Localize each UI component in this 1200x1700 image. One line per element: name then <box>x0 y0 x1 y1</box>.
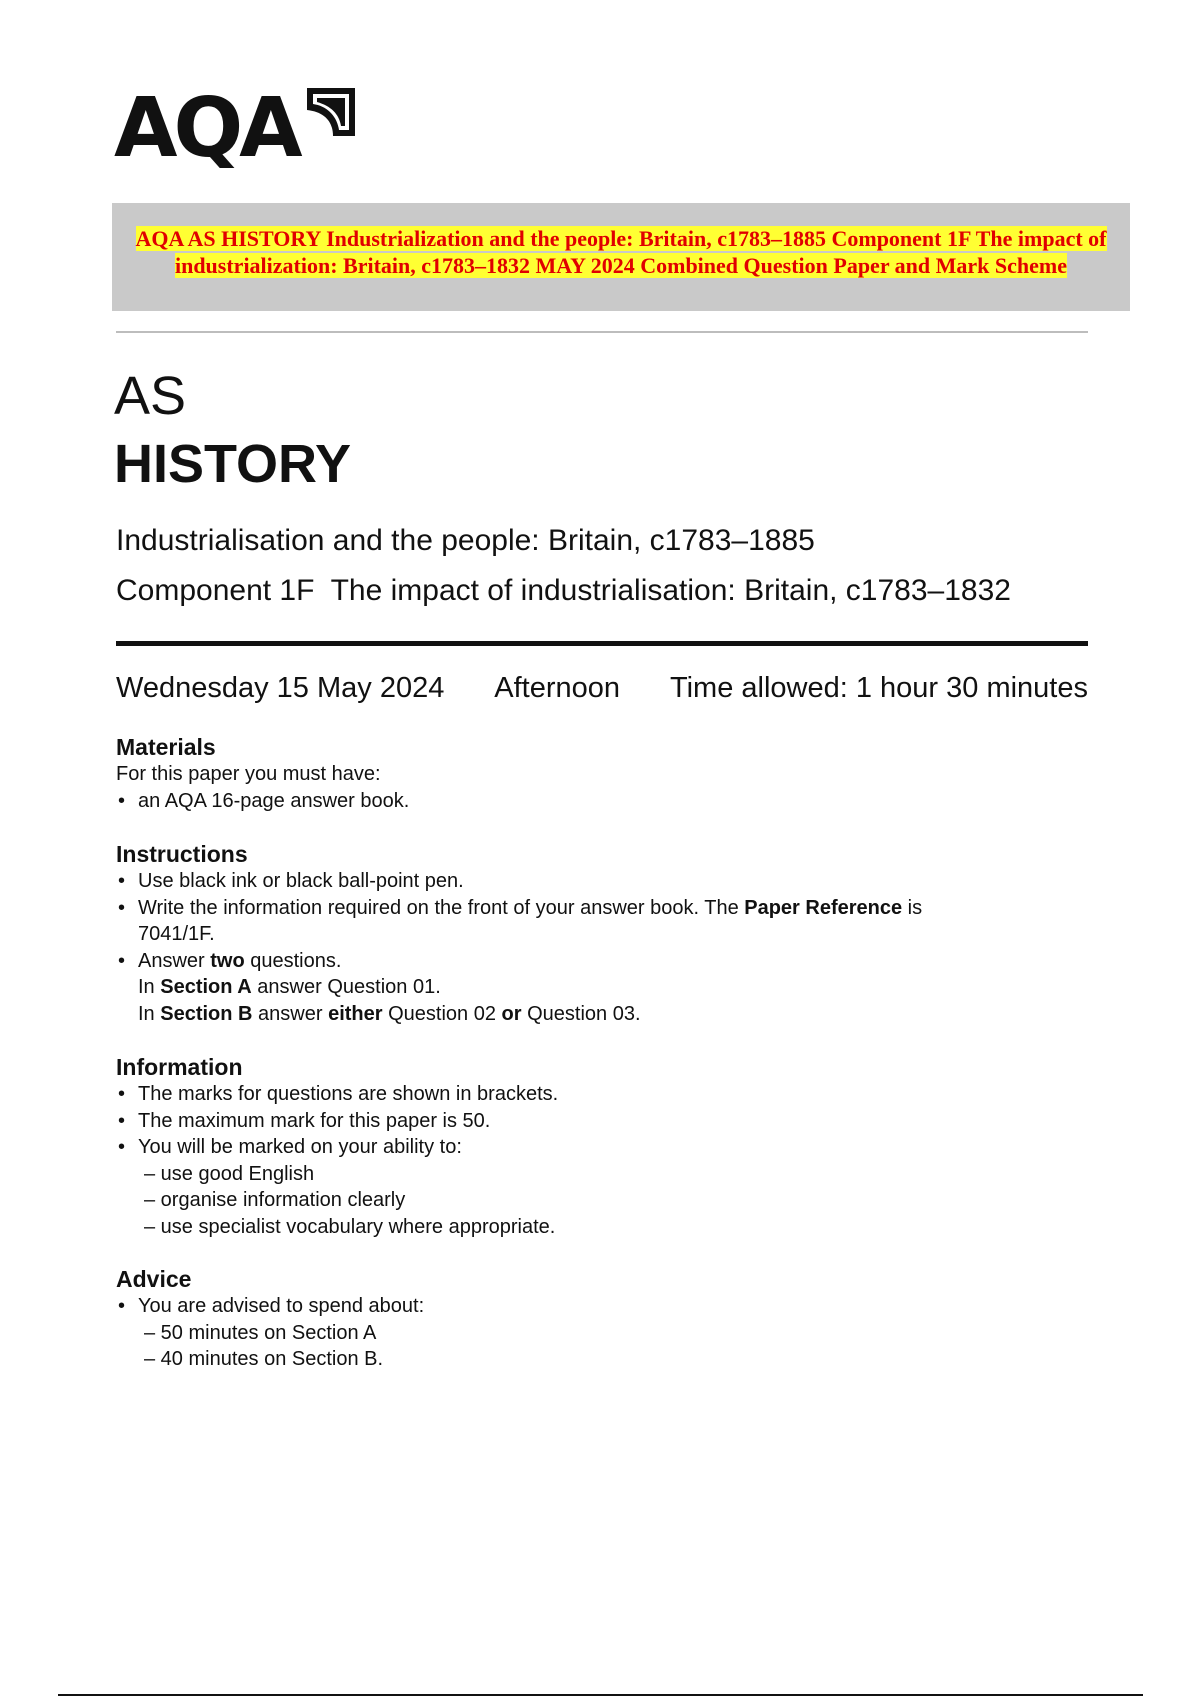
banner-text: AQA AS HISTORY Industrialization and the people: Britain, c1783–1885 Component 1F The impact of industrialization: Britain, c1783–1832 MAY 2024 Combined Question Paper and Mark Scheme <box>135 226 1107 278</box>
exam-details <box>116 672 1088 705</box>
materials-item: • an AQA 16-page answer book. <box>116 788 1096 815</box>
instruction-text: questions. <box>244 949 342 972</box>
component-title: Component 1F The impact of industrialisation: Britain, c1783–1832 <box>116 574 1011 607</box>
materials-intro: For this paper you must have: <box>116 763 381 785</box>
materials-heading: Materials <box>116 734 216 760</box>
aqa-logo-mark-icon <box>303 82 359 142</box>
paper-reference-label: Paper Reference <box>744 896 903 919</box>
title-banner <box>112 203 1130 311</box>
time-allowed: Time allowed: 1 hour 30 minutes <box>669 672 1088 704</box>
instruction-emphasis: two <box>210 949 245 972</box>
footer-divider <box>58 1694 1143 1696</box>
section-b-label: Section B <box>160 1002 253 1025</box>
divider-thick <box>116 641 1088 646</box>
instructions-heading: Instructions <box>116 841 248 867</box>
advice-heading: Advice <box>116 1266 192 1292</box>
exam-session: Afternoon <box>494 672 621 704</box>
instruction-item <box>116 895 1096 922</box>
instruction-text: In <box>138 976 161 998</box>
information-subitem: – organise information clearly <box>144 1189 406 1211</box>
instructions-section <box>116 840 1096 1027</box>
aqa-logo <box>114 81 359 176</box>
instruction-text: Write the information required on the front of your answer book. The <box>138 896 745 919</box>
information-item: • You will be marked on your ability to: <box>116 1134 1096 1161</box>
logo-text: AQA <box>114 81 299 176</box>
instruction-emphasis: either <box>328 1002 383 1025</box>
advice-section <box>116 1265 1096 1373</box>
advice-subitem: – 50 minutes on Section A <box>144 1321 377 1344</box>
instruction-text: answer Question 01. <box>251 976 441 998</box>
instruction-text: answer <box>252 1002 329 1025</box>
instruction-item <box>116 948 1096 975</box>
instruction-emphasis: or <box>501 1002 522 1025</box>
instruction-subline <box>116 974 1096 1001</box>
instruction-item: • Use black ink or black ball-point pen. <box>116 868 1096 895</box>
instruction-subline <box>116 1001 1096 1028</box>
paper-reference-value: 7041/1F. <box>138 923 215 945</box>
instruction-text: Answer <box>138 949 211 972</box>
instruction-text: Question 03. <box>521 1002 641 1025</box>
divider-thin <box>116 331 1088 333</box>
qualification-level: AS <box>114 366 187 426</box>
information-section <box>116 1053 1096 1240</box>
information-heading: Information <box>116 1054 243 1080</box>
section-a-label: Section A <box>160 976 252 998</box>
information-item: • The maximum mark for this paper is 50. <box>116 1108 1096 1135</box>
materials-section <box>116 733 1096 814</box>
paper-title: Industrialisation and the people: Britain, c1783–1885 <box>116 524 815 557</box>
subject-title: HISTORY <box>114 434 352 494</box>
advice-subitem: – 40 minutes on Section B. <box>144 1348 384 1370</box>
instruction-text: Question 02 <box>382 1002 502 1025</box>
information-subitem: – use specialist vocabulary where appropriate. <box>144 1215 556 1238</box>
advice-item: • You are advised to spend about: <box>116 1293 1096 1320</box>
information-subitem: – use good English <box>144 1162 315 1185</box>
information-item: • The marks for questions are shown in brackets. <box>116 1081 1096 1108</box>
instruction-text: is <box>902 896 923 919</box>
instruction-text: In <box>138 1002 161 1025</box>
exam-date: Wednesday 15 May 2024 <box>116 672 445 704</box>
